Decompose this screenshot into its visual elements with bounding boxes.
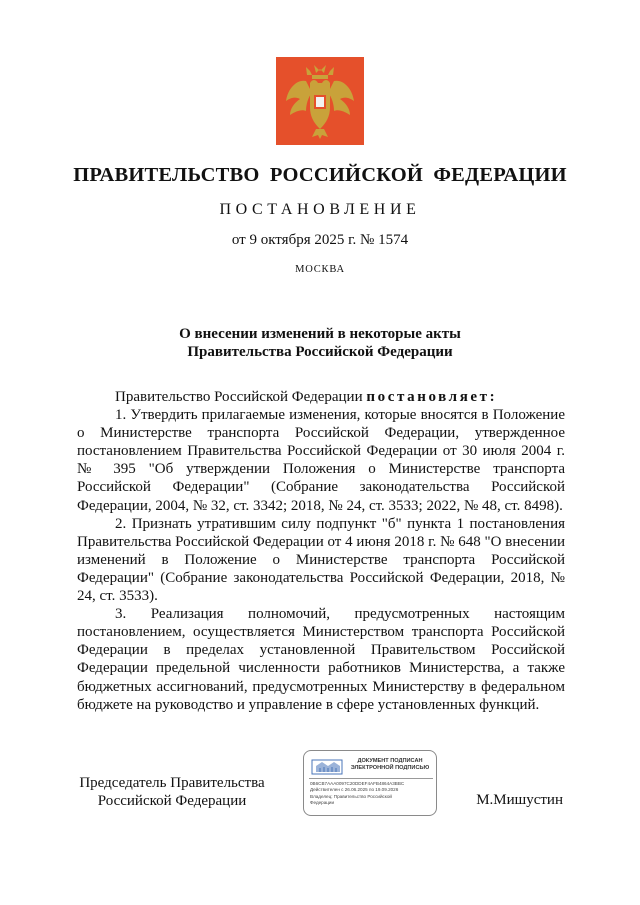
- item-2-paragraph: 2. Признать утратившим силу подпункт "б" пункта 1 постановления Правительства Российской Федерации от 4 июня 2018 г. № 648 "О внесении изменений в Положение о Министерстве транспорта Российской Федерации" (Собрание законодательства Российской Федерации, 2018, № 24, ст. 3533).: [77, 515, 565, 605]
- subject-line-2: Правительства Российской Федерации: [187, 344, 453, 360]
- item-1-paragraph: 1. Утвердить прилагаемые изменения, которые вносятся в Положение о Министерстве транспорта Российской Федерации, утвержденное постановлением Правительства Российской Федерации от 30 июля 2004 г. № 395 "Об утверждении Положения о Министерстве транспорта Российской Федерации" (Собрание законодательства Российской Федерации, 2004, № 32, ст. 3342; 2018, № 24, ст. 3533; 2022, № 48, ст. 8498).: [77, 407, 565, 514]
- document-subject: [0, 325, 640, 361]
- stamp-validity: Действителен с 26.06.2025 по 19.09.2026: [310, 787, 399, 793]
- intro-paragraph: [77, 388, 565, 406]
- signatory-name: М.Мишустин: [476, 792, 563, 808]
- electronic-signature-stamp: [303, 750, 437, 816]
- document-date-number: от 9 октября 2025 г. № 1574: [231, 232, 409, 248]
- stamp-title-line-1: ДОКУМЕНТ ПОДПИСАН: [357, 758, 423, 764]
- stamp-divider: [309, 778, 433, 779]
- stamp-title-line-2: ЭЛЕКТРОННОЙ ПОДПИСЬЮ: [350, 765, 430, 771]
- government-title: ПРАВИТЕЛЬСТВО РОССИЙСКОЙ ФЕДЕРАЦИИ: [73, 164, 567, 186]
- emblem-small-icon: [310, 756, 346, 776]
- intro-verb: постановляет:: [366, 389, 498, 405]
- signatory-role-line-2: Российской Федерации: [97, 793, 247, 809]
- subject-line-1: О внесении изменений в некоторые акты: [179, 326, 461, 342]
- intro-text: Правительство Российской Федерации: [115, 389, 367, 405]
- coat-of-arms-emblem: [276, 57, 364, 145]
- stamp-certificate: 0B6CB7AAA0097C20DDEF4AFB4864A3BBC: [310, 781, 405, 786]
- signatory-role-line-1: Председатель Правительства: [79, 775, 265, 791]
- document-type: ПОСТАНОВЛЕНИЕ: [219, 201, 421, 218]
- stamp-title: [346, 758, 434, 772]
- item-3-paragraph: 3. Реализация полномочий, предусмотренных настоящим постановлением, осуществляется Министерством транспорта Российской Федерации в пределах установленной Правительством Российской Федерации предельной численности работников Министерства, а также бюджетных ассигнований, предусмотренных Министерству в федеральном бюджете на руководство и управление в сфере установленных функций.: [77, 606, 565, 713]
- document-body: [77, 388, 565, 714]
- document-place: МОСКВА: [295, 264, 345, 275]
- signatory-role: [64, 774, 280, 810]
- stamp-details: [310, 781, 434, 806]
- stamp-owner-line-1: Владелец: Правительство Российской: [310, 793, 392, 799]
- stamp-owner-line-2: Федерации: [310, 799, 335, 805]
